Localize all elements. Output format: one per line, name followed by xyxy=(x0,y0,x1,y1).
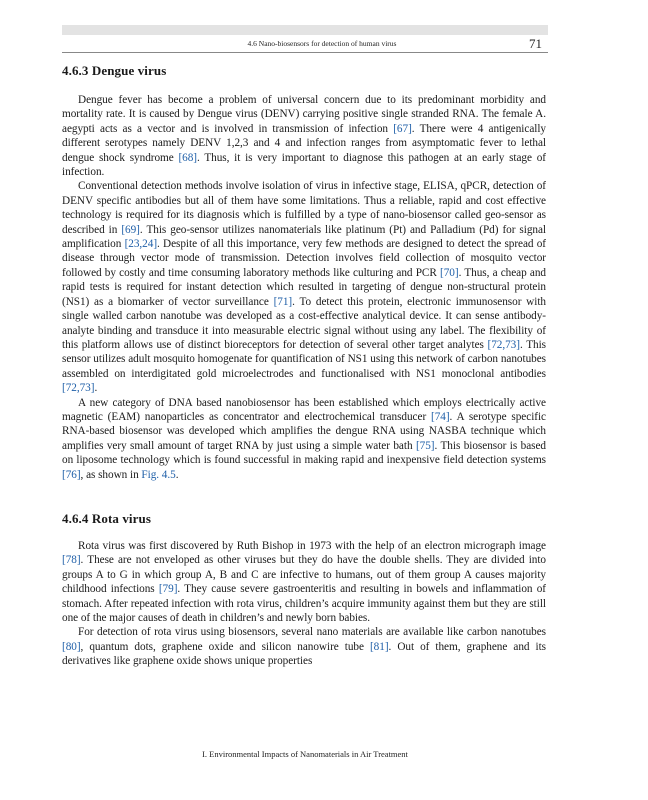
citation-link[interactable]: [67] xyxy=(393,122,412,135)
text-run: A new category of DNA based nanobiosensor has been established which employs electrically active magnetic (EAM) nanoparticles as concentrator and electrochemical transducer xyxy=(62,396,546,423)
running-title: 4.6 Nano-biosensors for detection of human virus xyxy=(247,39,397,48)
text-run: . A serotype specific RNA-based biosensor was developed which amplifies the dengue RNA using NASBA technique which amplifies very small amount of target RNA by just using a simple water bath xyxy=(62,410,546,452)
paragraph xyxy=(62,625,546,668)
citation-link[interactable]: [71] xyxy=(273,295,293,308)
text-run: . They cause severe gastroenteritis and resulting in bowels and inflammation of stomach. After repeated infection with rota virus, children’s acquire immunity against them but they are still one of the major causes of death in children’s and newly born babies. xyxy=(62,583,546,624)
citation-link[interactable]: [80] xyxy=(62,640,81,653)
citation-link[interactable]: [70] xyxy=(440,266,459,279)
text-run: . Thus, a cheap and rapid tests is required for instant detection which resulted in targeting of dengue non-structural protein (NS1) as a biomarker of vector surveillance xyxy=(62,266,546,308)
citation-link[interactable]: [78] xyxy=(62,554,81,567)
citation-link[interactable]: [72,73] xyxy=(487,338,520,351)
text-run: . Out of them, graphene and its derivatives like graphene oxide shows unique properties xyxy=(62,640,546,668)
paragraph xyxy=(62,179,546,395)
citation-link[interactable]: [76] xyxy=(62,468,81,481)
text-run: . Despite of all this importance, very few methods are designed to detect the spread of disease through vector mode of transmission. Detection involves field collection of mosquito vector followed by costly and time consuming laboratory methods like culturing and PCR xyxy=(62,238,547,279)
page-header xyxy=(62,0,548,52)
page-footer: I. Environmental Impacts of Nanomaterials in Air Treatment xyxy=(202,749,408,759)
page-number: 71 xyxy=(529,36,542,51)
text-run: . This sensor utilizes adult mosquito homogenate for quantification of NS1 using this network of carbon nanotubes assembled on interdigitated gold microelectrodes and functionalised with NS1 monoclonal antibodies xyxy=(62,338,546,380)
text-run: . To detect this protein, electronic immunosensor with single walled carbon nanotube was developed as a cost-effective analytical device. It can sense antibody-analyte binding and transduce it into measurable electric signal without using any label. The flexibility of this platform allows use of distinct bioreceptors for detection of several other target analytes xyxy=(62,295,546,351)
citation-link[interactable]: [72,73] xyxy=(62,382,95,395)
citation-link[interactable]: [74] xyxy=(431,410,450,423)
text-run: . Thus, it is very important to diagnose this pathogen at an early stage of infection. xyxy=(62,151,546,179)
section-heading-dengue: 4.6.3 Dengue virus xyxy=(62,63,167,78)
paragraph xyxy=(62,539,546,625)
header-rule xyxy=(62,52,548,53)
text-run: , as shown in xyxy=(80,468,142,481)
citation-link[interactable]: [75] xyxy=(415,439,435,452)
text-run: . xyxy=(175,468,179,481)
text-run: For detection of rota virus using biosensors, several nano materials are available like carbon nanotubes xyxy=(78,626,546,639)
text-run: . xyxy=(94,382,98,395)
citation-link[interactable]: [81] xyxy=(369,640,389,653)
text-run: . There were 4 antigenically different serotypes namely DENV 1,2,3 and 4 and infection ranges from asymptomatic fever to lethal dengue shock syndrome xyxy=(62,122,546,164)
text-run: . These are not enveloped as other viruses but they do have the double shells. They are divided into groups A to G in which group A, B and C are infective to humans, out of them group A causes majority childhood infections xyxy=(62,554,546,596)
text-run: , quantum dots, graphene oxide and silicon nanowire tube xyxy=(80,640,370,653)
article-body xyxy=(62,62,546,669)
citation-link[interactable]: [69] xyxy=(121,223,140,236)
text-run: . This geo-sensor utilizes nanomaterials like platinum (Pt) and Palladium (Pd) for signal amplification xyxy=(62,223,546,251)
text-run: . This biosensor is based on liposome technology which is found successful in making rapid and inexpensive field detection systems xyxy=(62,439,546,467)
section-heading-rota: 4.6.4 Rota virus xyxy=(62,510,151,526)
paragraph xyxy=(62,93,546,179)
figure-link[interactable]: Fig. 4.5 xyxy=(141,468,176,481)
citation-link[interactable]: [23,24] xyxy=(124,238,158,251)
paragraph xyxy=(62,396,546,482)
text-run: Rota virus was first discovered by Ruth Bishop in 1973 with the help of an electron micrograph image xyxy=(78,539,546,552)
citation-link[interactable]: [79] xyxy=(158,583,178,596)
text-run: Dengue fever has become a problem of universal concern due to its predominant morbidity and mortality rate. It is caused by Dengue virus (DENV) carrying positive single stranded RNA. The female A. aegypti acts as a vector and is involved in transmission of infection xyxy=(62,94,546,135)
header-band xyxy=(62,25,548,35)
citation-link[interactable]: [68] xyxy=(178,151,197,164)
text-run: Conventional detection methods involve isolation of virus in infective stage, ELISA, qPCR, detection of DENV specific antibodies but all of them have some limitations. Thus a reliable, rapid and cost effective technology is required for its diagnosis which is fulfilled by a type of nano-biosensor called geo-sensor as described in xyxy=(62,180,546,236)
